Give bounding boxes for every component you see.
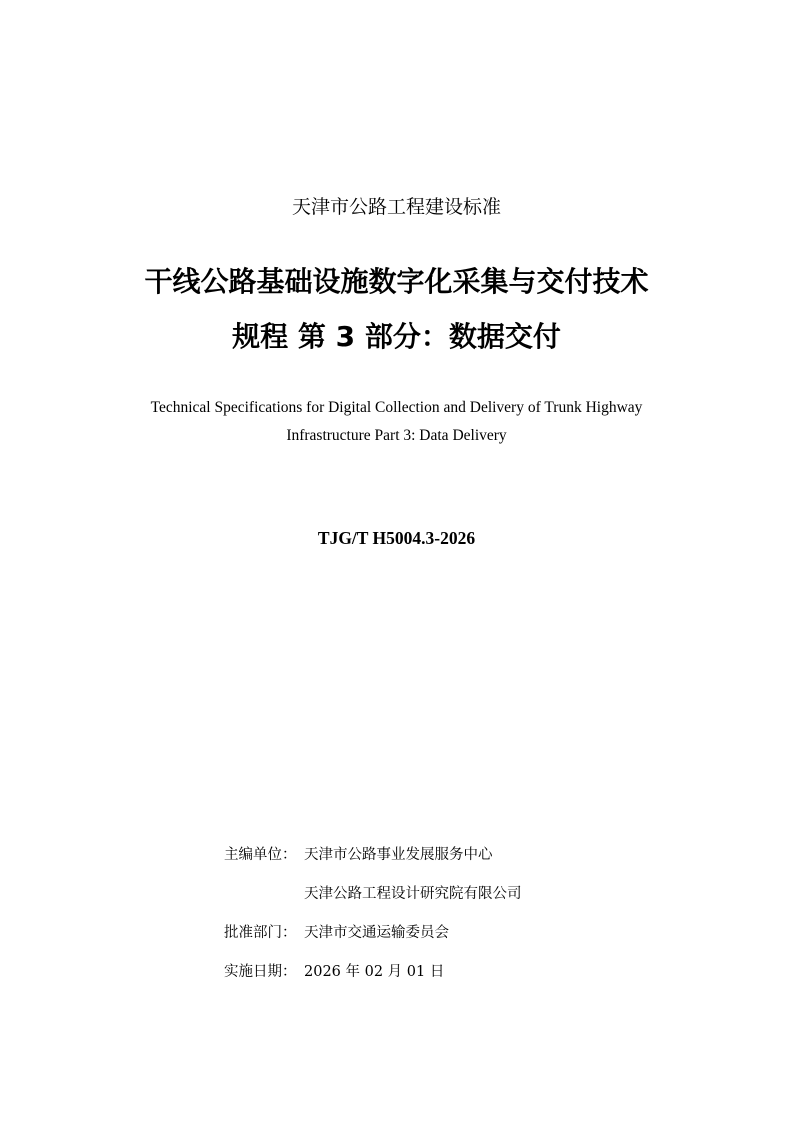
standard-code: TJG/T H5004.3-2026	[317, 528, 476, 548]
editor-unit-2: 天津公路工程设计研究院有限公司	[304, 886, 522, 902]
editor-label: 主编单位：	[224, 847, 297, 863]
standard-series: 天津市公路工程建设标准	[291, 196, 501, 218]
document-title-line-1: 干线公路基础设施数字化采集与交付技术	[144, 265, 649, 298]
date-value: 2026 年 02 月 01 日	[304, 964, 445, 980]
date-label: 实施日期：	[224, 964, 297, 980]
document-title-line-2: 规程 第 3 部分：数据交付	[232, 320, 561, 353]
implementation-date-row	[224, 961, 624, 983]
editor-row-2	[224, 883, 624, 905]
approver-value: 天津市交通运输委员会	[304, 925, 449, 941]
english-title-line-1: Technical Specifications for Digital Collection and Delivery of Trunk Highway	[150, 399, 643, 416]
approver-row	[224, 922, 624, 944]
editor-row	[224, 844, 624, 866]
english-title-line-2: Infrastructure Part 3: Data Delivery	[286, 427, 507, 444]
approver-label: 批准部门：	[224, 925, 297, 941]
editor-unit-1: 天津市公路事业发展服务中心	[304, 847, 493, 863]
